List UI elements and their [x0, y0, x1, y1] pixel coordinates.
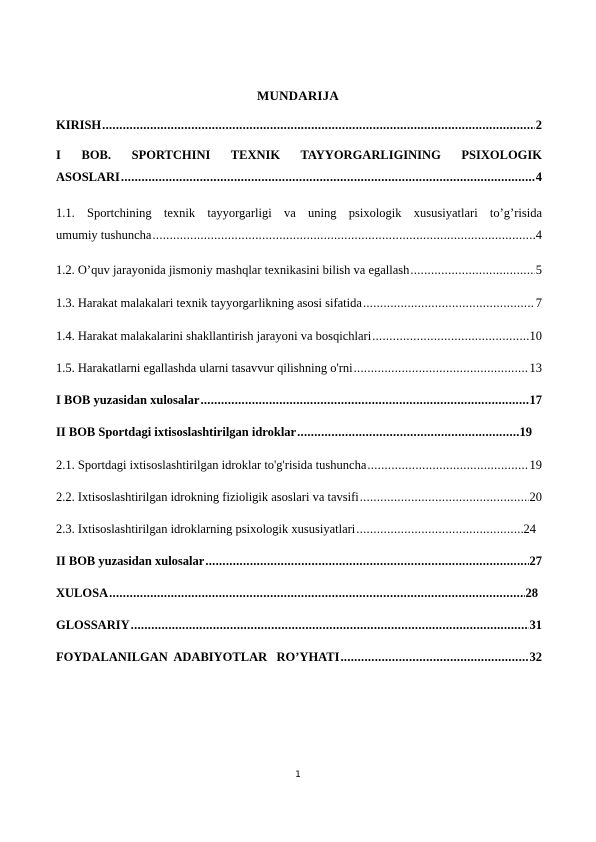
toc-entry-1-3[interactable] [56, 295, 542, 312]
toc-entry-references[interactable] [56, 649, 542, 666]
toc-entry-1-4[interactable] [56, 328, 542, 345]
toc-page-number: 19 [519, 425, 532, 439]
toc-entry-glossary[interactable] [56, 617, 542, 634]
dot-leader [360, 489, 529, 506]
toc-page-number: 28 [525, 586, 538, 600]
toc-entry-text: 1.2. O’quv jarayonida jismoniy mashqlar texnikasini bilish va egallash [56, 263, 410, 277]
toc-entry-text: 2.2. Ixtisoslashtirilgan idrokning fizioligik asoslari va tavsifi [56, 490, 359, 504]
dot-leader [297, 424, 518, 441]
toc-entry-chapter-2-conclusions[interactable] [56, 553, 542, 570]
toc-entry-text: 1.4. Harakat malakalarini shakllantirish jarayoni va bosqichlari [56, 329, 372, 343]
dot-leader [200, 392, 528, 409]
toc-entry-kirish[interactable] [56, 117, 542, 134]
toc-entry-2-1[interactable] [56, 457, 542, 474]
toc-entry-text: umumiy tushuncha [56, 228, 152, 242]
dot-leader [102, 117, 535, 134]
toc-entry-chapter-1-conclusions[interactable] [56, 392, 542, 409]
toc-page-number: 4 [535, 228, 542, 242]
dot-leader [205, 553, 528, 570]
dot-leader [109, 585, 524, 602]
toc-page-number: 20 [529, 490, 542, 504]
toc-page-number: 27 [529, 554, 542, 568]
toc-entry-text: FOYDALANILGAN ADABIYOTLAR RO’YHATI [56, 650, 340, 664]
dot-leader [340, 649, 528, 666]
toc-entry-1-2[interactable] [56, 262, 542, 279]
toc-entry-2-3[interactable] [56, 521, 536, 538]
toc-entry-text: 2.1. Sportdagi ixtisoslashtirilgan idroklar to'g'risida tushuncha [56, 458, 367, 472]
toc-entry-text: 2.3. Ixtisoslashtirilgan idroklarning psixologik xususiyatlari [56, 522, 356, 536]
dot-leader [131, 617, 529, 634]
toc-entry-text: XULOSA [56, 586, 109, 600]
toc-entry-text: 1.5. Harakatlarni egallashda ularni tasavvur qilishning o'rni [56, 361, 353, 375]
dot-leader [367, 457, 528, 474]
toc-entry-2-2[interactable] [56, 489, 542, 506]
toc-entry-text: 1.3. Harakat malakalari texnik tayyorgarlikning asosi sifatida [56, 296, 362, 310]
toc-entry-text: II BOB Sportdagi ixtisoslashtirilgan idroklar [56, 425, 297, 439]
toc-page-number: 17 [529, 393, 542, 407]
toc-page-number: 24 [523, 522, 536, 536]
toc-entry-text: II BOB yuzasidan xulosalar [56, 554, 205, 568]
toc-page-number: 19 [529, 458, 542, 472]
dot-leader [363, 295, 535, 312]
toc-entry-conclusion[interactable] [56, 585, 538, 602]
dot-leader [372, 328, 528, 345]
toc-entry-text: KIRISH [56, 118, 102, 132]
toc-page-number: 2 [535, 118, 542, 132]
toc-page-number: 32 [529, 650, 542, 664]
toc-entry-text-line1: 1.1. Sportchining texnik tayyorgarligi va uning psixologik xususiyatlari to’g’risida [56, 206, 542, 220]
toc-page-number: 13 [529, 361, 542, 375]
dot-leader [354, 360, 529, 377]
toc-entry-chapter-1[interactable] [56, 147, 542, 186]
toc-entry-text: ASOSLARI [56, 170, 120, 184]
toc-entry-text: GLOSSARIY [56, 618, 130, 632]
toc-title: MUNDARIJA [257, 88, 339, 103]
toc-entry-chapter-2[interactable] [56, 424, 532, 441]
toc-entry-1-1[interactable] [56, 205, 542, 244]
dot-leader [121, 169, 535, 186]
toc-entry-1-5[interactable] [56, 360, 542, 377]
dot-leader [410, 262, 534, 279]
toc-page-number: 31 [529, 618, 542, 632]
toc-page-number: 5 [535, 263, 542, 277]
dot-leader [152, 227, 534, 244]
toc-page-number: 10 [529, 329, 542, 343]
toc-entry-text-line1: I BOB. SPORTCHINI TEXNIK TAYYORGARLIGINING PSIXOLOGIK [56, 148, 542, 162]
toc-entry-text: I BOB yuzasidan xulosalar [56, 393, 200, 407]
toc-page-number: 4 [535, 170, 542, 184]
dot-leader [356, 521, 522, 538]
page-number: 1 [295, 770, 301, 780]
toc-page-number: 7 [535, 296, 542, 310]
